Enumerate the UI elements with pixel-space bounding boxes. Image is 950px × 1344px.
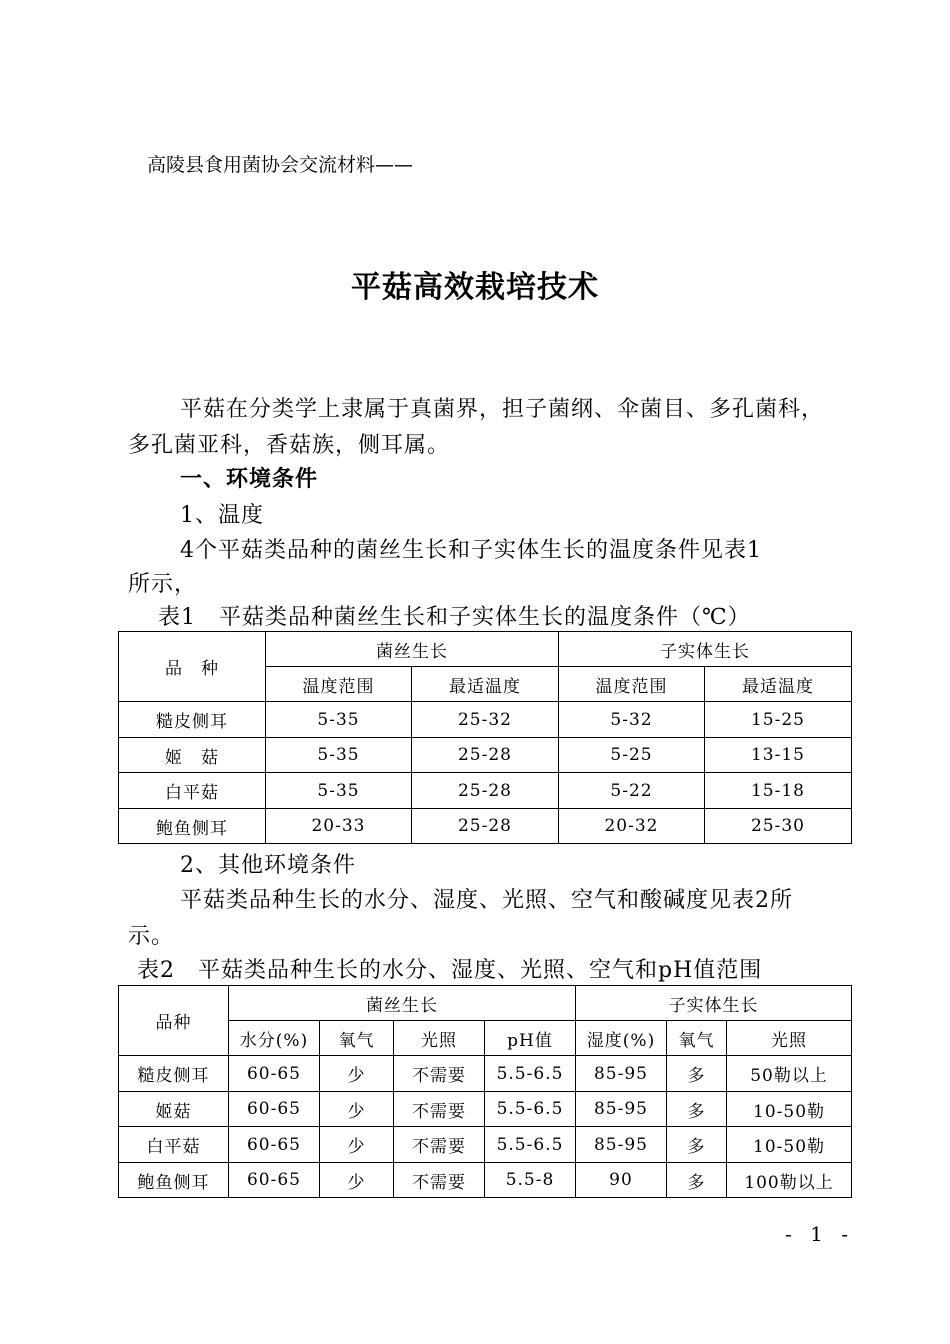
table-cell: 少 <box>320 1127 394 1163</box>
table1-subheader: 温度范围 <box>559 667 705 702</box>
paragraph-1-line-2: 所示， <box>128 572 198 597</box>
table-cell: 少 <box>320 1092 394 1127</box>
table1-header-variety: 品 种 <box>119 632 266 702</box>
table2-subheader: 氧气 <box>667 1021 727 1056</box>
table-cell: 20-33 <box>266 809 412 844</box>
table2-header-group-2: 子实体生长 <box>576 986 852 1021</box>
table2-subheader: 光照 <box>727 1021 852 1056</box>
intro-line-1: 平菇在分类学上隶属于真菌界，担子菌纲、伞菌目、多孔菌科， <box>180 397 825 422</box>
table-cell: 5.5-6.5 <box>485 1127 576 1163</box>
table-cell: 85-95 <box>576 1127 667 1163</box>
table-cell: 姬菇 <box>119 1092 229 1127</box>
table-row <box>119 738 852 773</box>
table-2 <box>118 985 852 1198</box>
table1-header-group-2: 子实体生长 <box>559 632 852 667</box>
table-cell: 85-95 <box>576 1056 667 1092</box>
table-cell: 15-18 <box>705 773 852 809</box>
table-row <box>119 809 852 844</box>
table-cell: 100勒以上 <box>727 1163 852 1198</box>
table-row <box>119 1056 852 1092</box>
table-cell: 鲍鱼侧耳 <box>119 1163 229 1198</box>
table-cell: 不需要 <box>394 1127 485 1163</box>
document-header: 高陵县食用菌协会交流材料—— <box>147 154 414 176</box>
page-number: - 1 - <box>785 1222 854 1246</box>
table-cell: 不需要 <box>394 1056 485 1092</box>
table2-header-variety: 品种 <box>119 986 229 1056</box>
paragraph-2-line-2: 示。 <box>128 924 175 949</box>
table-cell: 85-95 <box>576 1092 667 1127</box>
table-cell: 5-32 <box>559 702 705 738</box>
table-cell: 25-28 <box>412 738 559 773</box>
table-cell: 5-25 <box>559 738 705 773</box>
table-row <box>119 1092 852 1127</box>
table-cell: 5.5-6.5 <box>485 1056 576 1092</box>
table2-subheader: 氧气 <box>320 1021 394 1056</box>
paragraph-2-line-1: 平菇类品种生长的水分、湿度、光照、空气和酸碱度见表2所 <box>180 888 793 913</box>
table-cell: 20-32 <box>559 809 705 844</box>
table-cell: 60-65 <box>229 1092 320 1127</box>
table-cell: 50勒以上 <box>727 1056 852 1092</box>
table2-subheader: 光照 <box>394 1021 485 1056</box>
table-row <box>119 773 852 809</box>
table-cell: 5-35 <box>266 773 412 809</box>
table-cell: 白平菇 <box>119 1127 229 1163</box>
table2-caption: 表2 平菇类品种生长的水分、湿度、光照、空气和pH值范围 <box>137 958 763 983</box>
table-cell: 多 <box>667 1127 727 1163</box>
table-cell: 25-28 <box>412 773 559 809</box>
table2-header-group-1: 菌丝生长 <box>229 986 576 1021</box>
table-1 <box>118 631 852 844</box>
table-cell: 姬 菇 <box>119 738 266 773</box>
table2-subheader: 湿度(%) <box>576 1021 667 1056</box>
table-cell: 10-50勒 <box>727 1092 852 1127</box>
subsection-heading-1: 1、温度 <box>180 503 264 528</box>
table-cell: 鲍鱼侧耳 <box>119 809 266 844</box>
table-cell: 5-35 <box>266 738 412 773</box>
table-cell: 10-50勒 <box>727 1127 852 1163</box>
table-cell: 15-25 <box>705 702 852 738</box>
table-cell: 25-28 <box>412 809 559 844</box>
paragraph-1-line-1: 4个平菇类品种的菌丝生长和子实体生长的温度条件见表1 <box>180 538 762 563</box>
table-row <box>119 702 852 738</box>
table1-subheader: 温度范围 <box>266 667 412 702</box>
table-cell: 少 <box>320 1056 394 1092</box>
table-cell: 5.5-6.5 <box>485 1092 576 1127</box>
table-cell: 90 <box>576 1163 667 1198</box>
table-cell: 5-35 <box>266 702 412 738</box>
table1-caption: 表1 平菇类品种菌丝生长和子实体生长的温度条件（℃） <box>158 605 751 630</box>
table-cell: 多 <box>667 1092 727 1127</box>
table-cell: 不需要 <box>394 1163 485 1198</box>
table-cell: 少 <box>320 1163 394 1198</box>
subsection-heading-2: 2、其他环境条件 <box>180 853 356 878</box>
page-title: 平菇高效栽培技术 <box>351 270 599 305</box>
intro-line-2: 多孔菌亚科，香菇族，侧耳属。 <box>128 433 451 458</box>
table2-subheader: 水分(%) <box>229 1021 320 1056</box>
table-row <box>119 1127 852 1163</box>
table-cell: 糙皮侧耳 <box>119 702 266 738</box>
table1-subheader: 最适温度 <box>412 667 559 702</box>
table1-subheader: 最适温度 <box>705 667 852 702</box>
table1-header-group-1: 菌丝生长 <box>266 632 559 667</box>
table-cell: 60-65 <box>229 1127 320 1163</box>
table-cell: 白平菇 <box>119 773 266 809</box>
table-cell: 25-30 <box>705 809 852 844</box>
table-cell: 糙皮侧耳 <box>119 1056 229 1092</box>
table-cell: 多 <box>667 1056 727 1092</box>
table-cell: 60-65 <box>229 1163 320 1198</box>
table-cell: 13-15 <box>705 738 852 773</box>
section-heading: 一、环境条件 <box>180 467 319 492</box>
table-cell: 60-65 <box>229 1056 320 1092</box>
table-cell: 5-22 <box>559 773 705 809</box>
table-cell: 25-32 <box>412 702 559 738</box>
table-cell: 5.5-8 <box>485 1163 576 1198</box>
table-cell: 多 <box>667 1163 727 1198</box>
table-cell: 不需要 <box>394 1092 485 1127</box>
table-row <box>119 1163 852 1198</box>
table2-subheader: pH值 <box>485 1021 576 1056</box>
